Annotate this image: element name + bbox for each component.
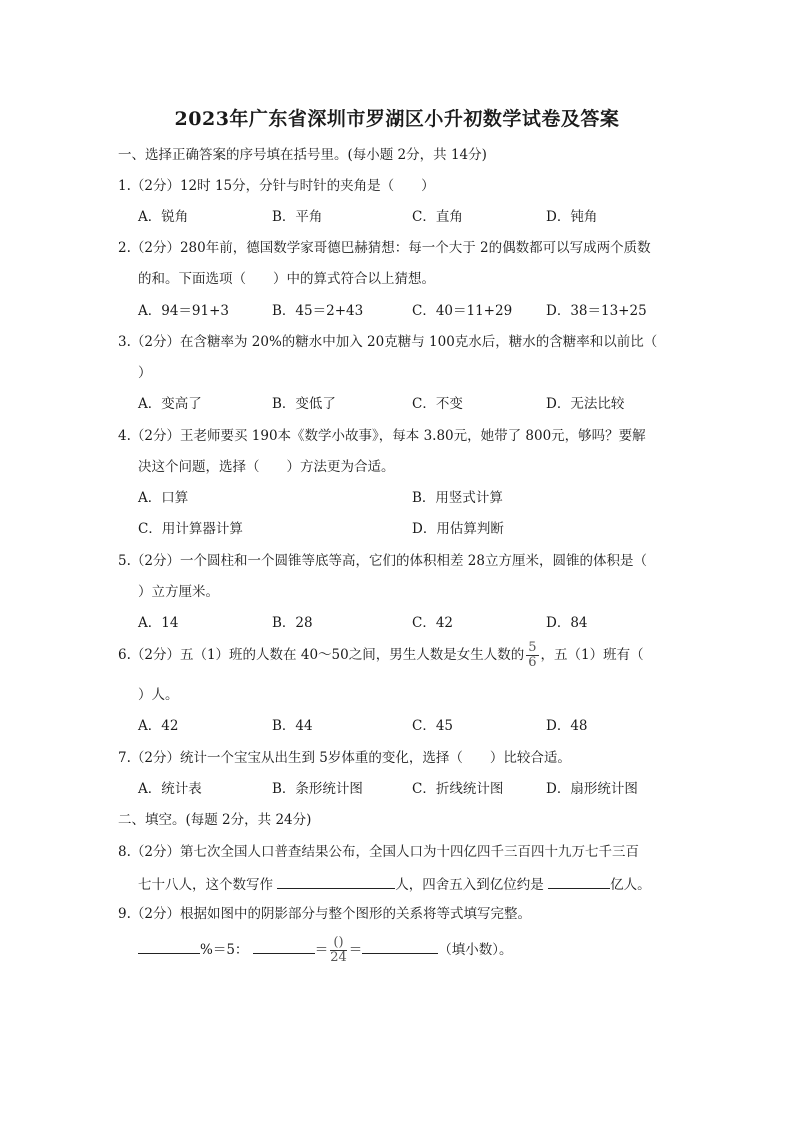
q9-answer-blank-percent[interactable]: [138, 939, 200, 954]
q6-fraction: [526, 641, 538, 670]
question-4-stem: 4.（2分）王老师要买 190本《数学小故事》，每本 3.80元，她带了 800元，够吗？要解: [118, 428, 646, 444]
question-9-stem: 9.（2分）根据如图中的阴影部分与整个图形的关系将等式填写完整。: [118, 906, 531, 922]
q1-option-d: D．钝角: [546, 209, 598, 225]
q8-answer-blank-number[interactable]: [277, 874, 395, 889]
q9-fraction-denominator: 24: [330, 950, 347, 965]
question-4-cont: 决这个问题，选择（ ）方法更为合适。: [138, 459, 395, 475]
q3-option-c: C．不变: [412, 396, 463, 412]
q7-option-d: D．扇形统计图: [546, 781, 638, 797]
q4-option-b: B．用竖式计算: [412, 490, 503, 506]
section-heading-1: 一、选择正确答案的序号填在括号里。(每小题 2分，共 14分): [118, 147, 487, 163]
q4-option-d: D．用估算判断: [412, 521, 504, 537]
q9-equals-1: ＝: [314, 942, 329, 958]
q6-stem-before: 6.（2分）五（1）班的人数在 40～50之间，男生人数是女生人数的: [118, 647, 525, 663]
question-6-cont: ）人。: [138, 687, 179, 703]
q6-stem-after: ，五（1）班有（: [540, 647, 644, 663]
question-5-cont: ）立方厘米。: [138, 584, 219, 600]
page-title: 2023年广东省深圳市罗湖区小升初数学试卷及答案: [174, 108, 620, 130]
q7-option-b: B．条形统计图: [272, 781, 363, 797]
q5-option-b: B．28: [272, 615, 313, 631]
question-3-cont: ）: [138, 365, 152, 381]
section-heading-2: 二、填空。(每题 2分，共 24分): [118, 812, 312, 828]
q6-option-d: D．48: [546, 718, 588, 734]
q6-option-b: B．44: [272, 718, 313, 734]
q2-option-b: B．45＝2+43: [272, 303, 364, 319]
q6-fraction-denominator: 6: [528, 655, 537, 670]
q4-option-c: C．用计算器计算: [138, 521, 243, 537]
q9-percent-text: %＝5：: [200, 942, 249, 958]
q1-option-b: B．平角: [272, 209, 323, 225]
q4-option-a: A．口算: [138, 490, 189, 506]
q7-option-c: C．折线统计图: [412, 781, 504, 797]
question-3-stem: 3.（2分）在含糖率为 20%的糖水中加入 20克糖与 100克水后，糖水的含糖率和以前比（: [118, 334, 658, 350]
question-2-cont: 的和。下面选项（ ）中的算式符合以上猜想。: [138, 271, 435, 287]
q5-option-d: D．84: [546, 615, 588, 631]
q8-text-b: 人，四舍五入到亿位约是: [395, 877, 544, 893]
q6-option-c: C．45: [412, 718, 454, 734]
question-9-equation: [138, 936, 513, 965]
q5-option-c: C．42: [412, 615, 454, 631]
q1-option-c: C．直角: [412, 209, 463, 225]
q3-option-a: A．变高了: [138, 396, 202, 412]
question-8-stem: 8.（2分）第七次全国人口普查结果公布，全国人口为十四亿四千三百四十九万七千三百: [118, 844, 639, 860]
q9-fraction-numerator: (): [330, 936, 347, 951]
q6-option-a: A．42: [138, 718, 179, 734]
q1-option-a: A．锐角: [138, 209, 189, 225]
question-1-stem: 1.（2分）12时 15分，分针与时针的夹角是（ ）: [118, 178, 435, 194]
q2-option-c: C．40＝11+29: [412, 303, 513, 319]
q8-text-a: 七十八人，这个数写作: [138, 877, 273, 893]
q9-answer-blank-decimal[interactable]: [362, 939, 438, 954]
q9-answer-blank-ratio[interactable]: [253, 939, 315, 954]
q6-fraction-numerator: 5: [528, 640, 537, 655]
question-7-stem: 7.（2分）统计一个宝宝从出生到 5岁体重的变化，选择（ ）比较合适。: [118, 750, 571, 766]
q8-answer-blank-approx[interactable]: [548, 874, 610, 889]
q2-option-a: A．94＝91+3: [138, 303, 230, 319]
q3-option-b: B．变低了: [272, 396, 336, 412]
q3-option-d: D．无法比较: [546, 396, 625, 412]
q8-text-c: 亿人。: [610, 877, 651, 893]
question-8-cont: [138, 874, 651, 894]
question-6-stem: [118, 641, 644, 670]
q9-fraction: [330, 936, 347, 965]
q9-equals-2: ＝: [348, 942, 363, 958]
q7-option-a: A．统计表: [138, 781, 202, 797]
q9-tail-text: （填小数）。: [438, 942, 513, 958]
question-2-stem: 2.（2分）280年前，德国数学家哥德巴赫猜想：每一个大于 2的偶数都可以写成两个质数: [118, 240, 651, 256]
q2-option-d: D．38＝13+25: [546, 303, 647, 319]
question-5-stem: 5.（2分）一个圆柱和一个圆锥等底等高，它们的体积相差 28立方厘米，圆锥的体积是（: [118, 553, 647, 569]
q5-option-a: A．14: [138, 615, 179, 631]
